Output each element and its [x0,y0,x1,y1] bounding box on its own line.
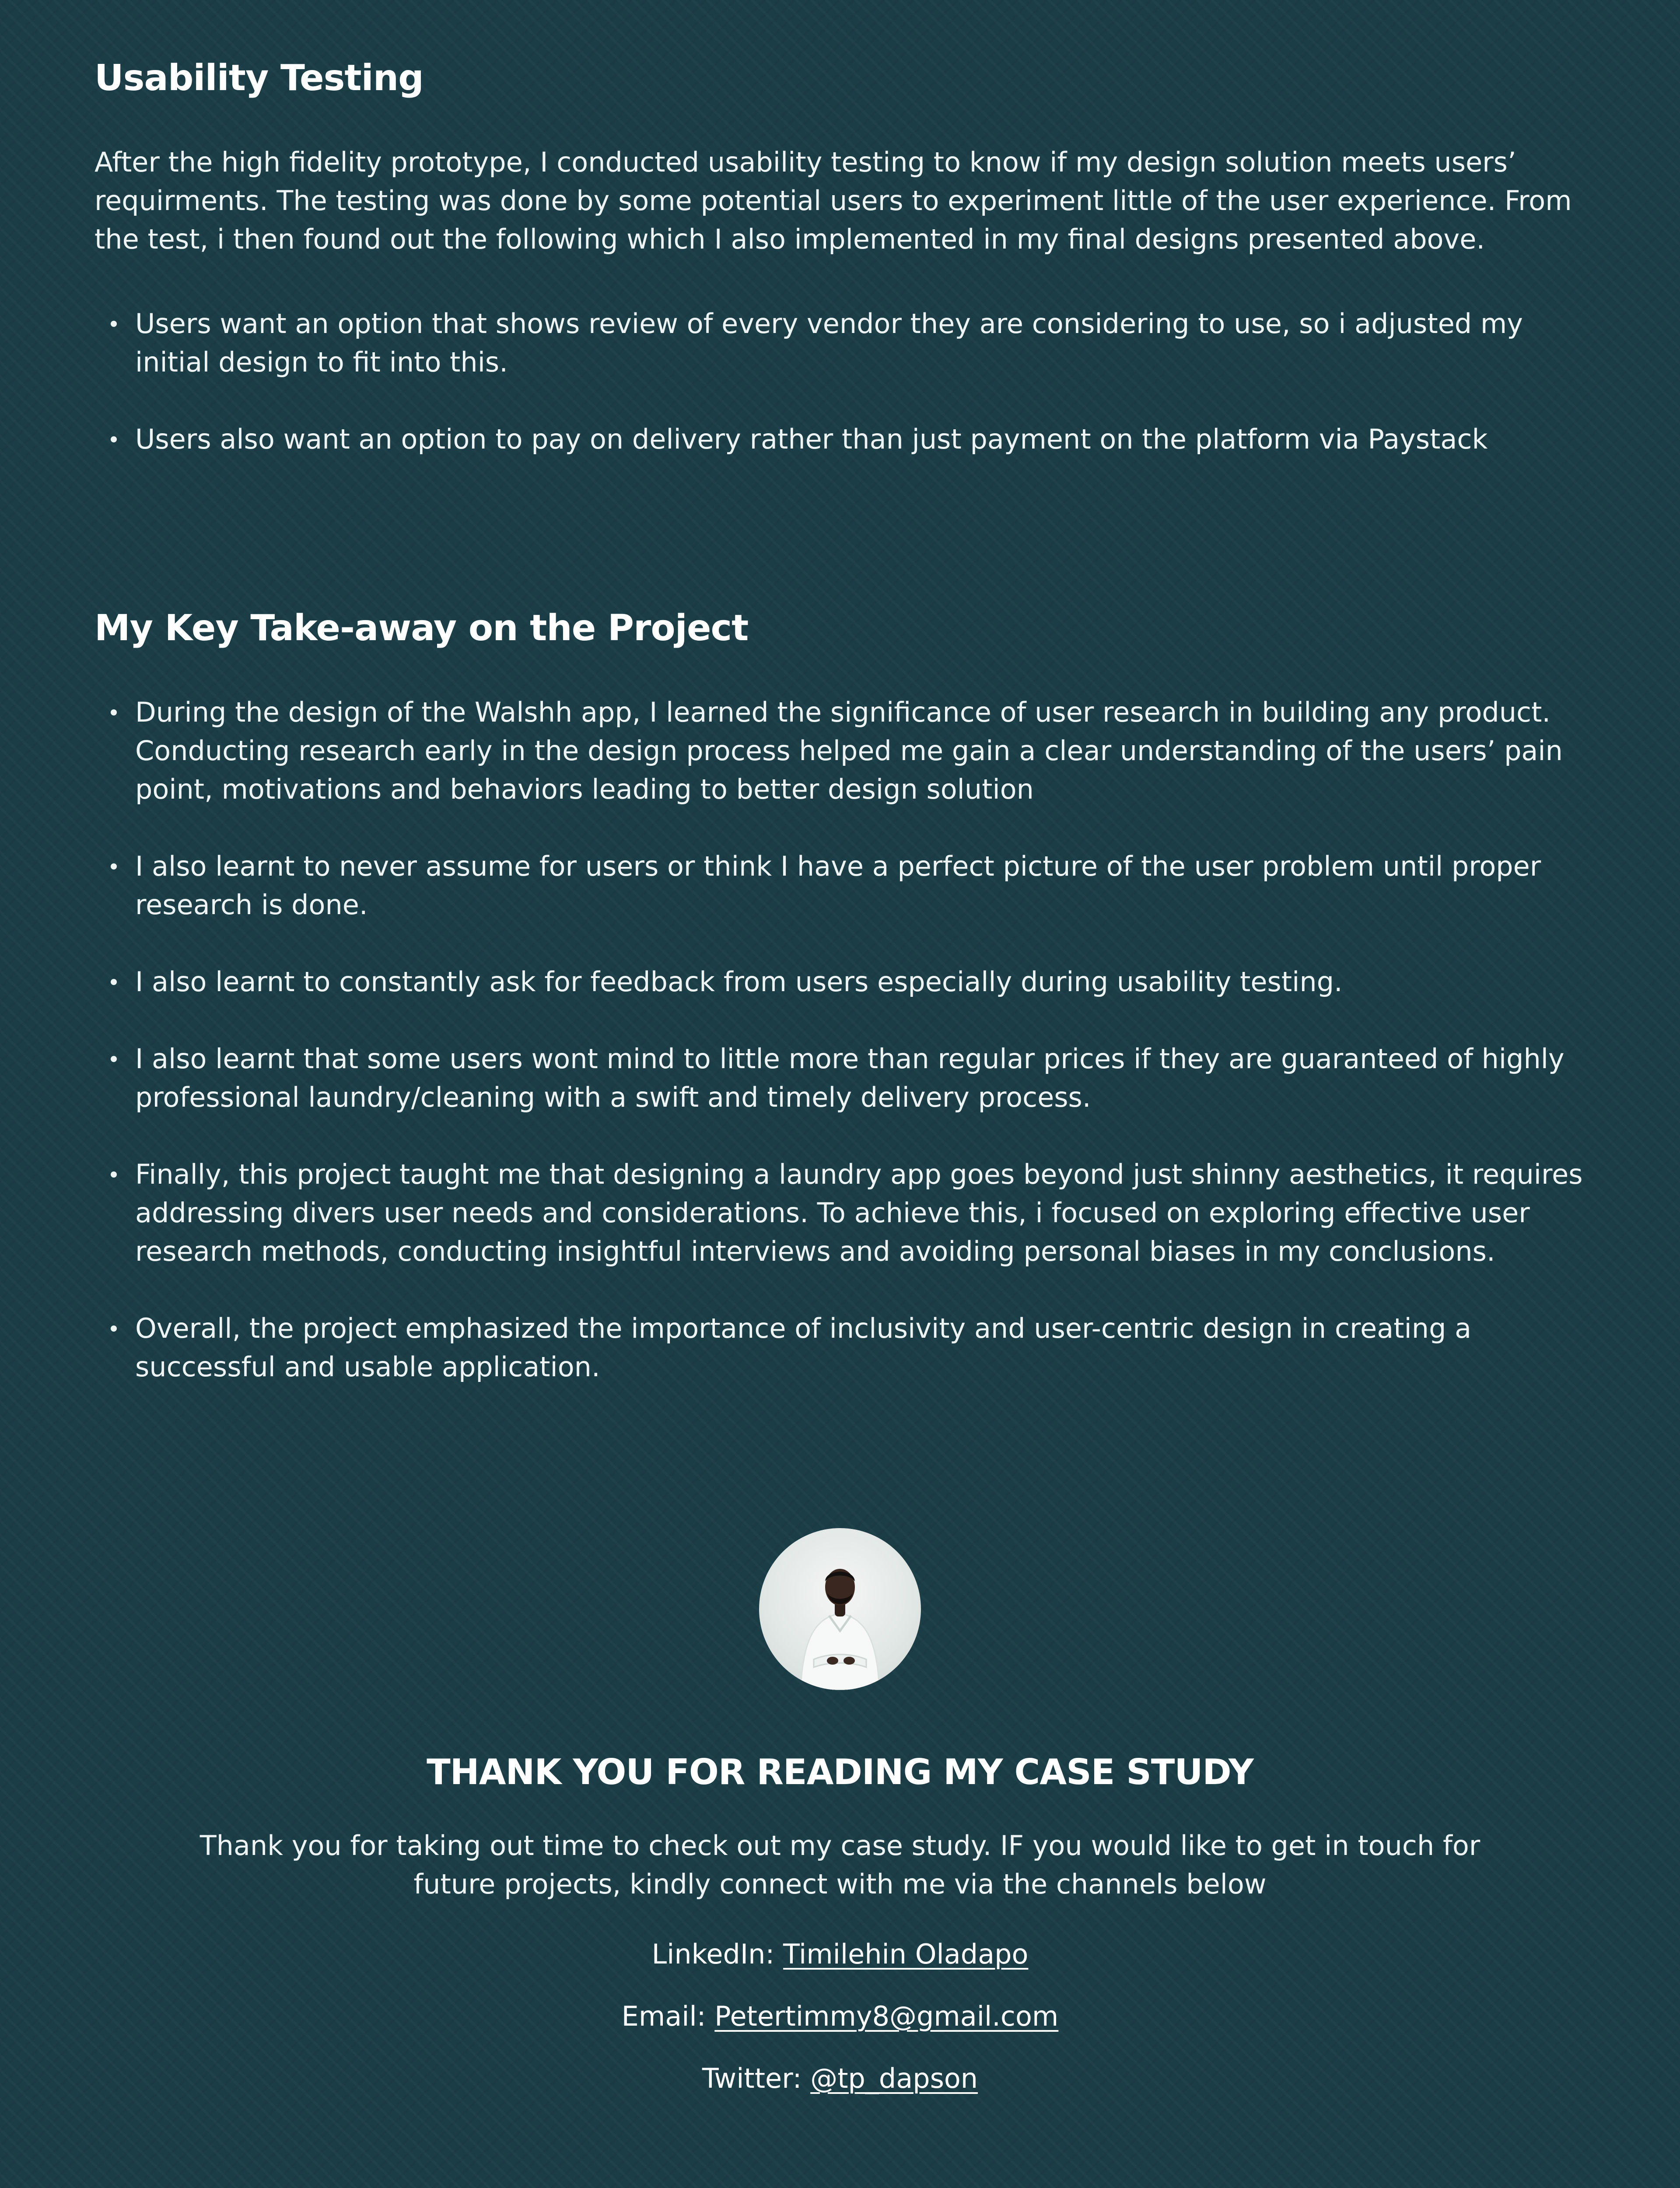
avatar [759,1528,921,1690]
list-item: Users want an option that shows review of every vendor they are considering to use, so i adjusted my initial design to fit into this. [94,305,1586,382]
usability-findings-list [94,305,1586,497]
linkedin-contact [0,1935,1680,1974]
thank-you-footer [0,1523,1680,2098]
key-takeaway-list [94,693,1586,1425]
twitter-contact [0,2059,1680,2098]
portrait-icon [759,1528,921,1690]
linkedin-link[interactable]: Timilehin Oladapo [783,1938,1029,1970]
list-item: Users also want an option to pay on delivery rather than just payment on the platform via Paystack [94,420,1586,459]
list-item: I also learnt to constantly ask for feedback from users especially during usability testing. [94,963,1586,1001]
email-label: Email: [621,2000,715,2032]
key-takeaway-heading: My Key Take-away on the Project [94,607,749,649]
usability-testing-intro: After the high fidelity prototype, I conducted usability testing to know if my design solution meets users’ requirments. The testing was done by some potential users to experiment little of the user experience. From the test, i then found out the following which I also implemented in my final designs presented above. [94,146,1572,255]
list-item: Overall, the project emphasized the importance of inclusivity and user-centric design in creating a successful and usable application. [94,1309,1586,1386]
thank-you-message: Thank you for taking out time to check out my case study. IF you would like to get in touch for future projects, kindly connect with me via the channels below [200,1830,1480,1900]
thank-you-title: THANK YOU FOR READING MY CASE STUDY [427,1752,1253,1792]
email-link[interactable]: Petertimmy8@gmail.com [714,2000,1059,2032]
usability-testing-heading: Usability Testing [94,57,424,99]
email-contact [0,1997,1680,2036]
list-item: I also learnt that some users wont mind to little more than regular prices if they are guaranteed of highly professional laundry/cleaning with a swift and timely delivery process. [94,1040,1586,1117]
list-item: Finally, this project taught me that designing a laundry app goes beyond just shinny aesthetics, it requires addressing divers user needs and considerations. To achieve this, i focused on exploring effective user research methods, conducting insightful interviews and avoiding personal biases in my conclusions. [94,1155,1586,1271]
list-item: I also learnt to never assume for users or think I have a perfect picture of the user problem until proper research is done. [94,847,1586,924]
linkedin-label: LinkedIn: [651,1938,784,1970]
twitter-label: Twitter: [702,2062,811,2094]
list-item: During the design of the Walshh app, I learned the significance of user research in building any product. Conducting research early in the design process helped me gain a clear understanding of the users’ pain point, motivations and behaviors leading to better design solution [94,693,1586,809]
twitter-link[interactable]: @tp_dapson [810,2062,978,2094]
